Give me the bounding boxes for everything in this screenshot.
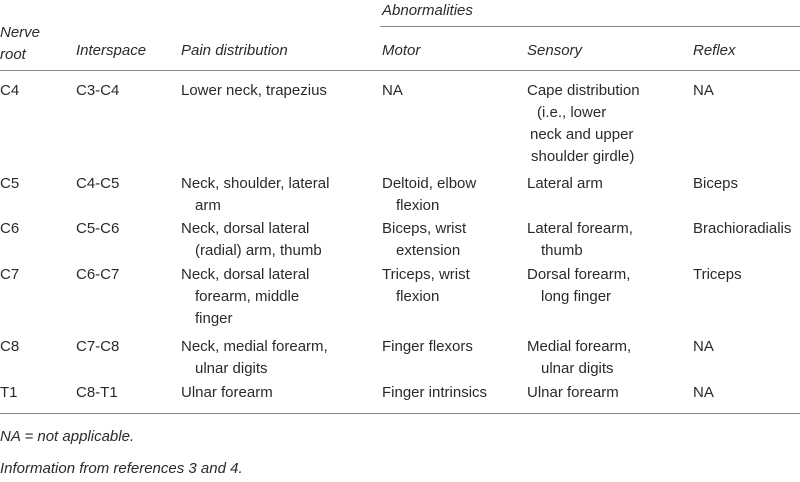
cell-reflex: Brachioradialis	[693, 220, 792, 237]
cell-line: ulnar digits	[541, 360, 614, 377]
cell-reflex: Triceps	[693, 266, 742, 283]
cell-line: Neck, medial forearm,	[181, 338, 328, 355]
cell-pain	[181, 80, 327, 102]
cell-root: T1	[0, 384, 18, 401]
cell-line: thumb	[541, 242, 583, 259]
cell-interspace: C8-T1	[76, 384, 118, 401]
header-rule	[0, 70, 800, 71]
cell-pain	[181, 218, 322, 262]
cell-line: neck and upper	[530, 126, 634, 143]
header-motor: Motor	[382, 42, 421, 59]
cell-root: C6	[0, 220, 20, 237]
cell-interspace: C5-C6	[76, 220, 120, 237]
cell-motor	[382, 264, 470, 308]
cell-motor	[382, 336, 473, 358]
cell-motor	[382, 80, 403, 102]
cell-line: flexion	[396, 197, 440, 214]
cell-line: Lateral forearm,	[527, 220, 633, 237]
cell-sensory	[527, 80, 640, 168]
cell-interspace: C7-C8	[76, 338, 120, 355]
cell-reflex: Biceps	[693, 175, 739, 192]
cell-line: forearm, middle	[195, 288, 300, 305]
cell-motor	[382, 382, 487, 404]
cell-line: extension	[396, 242, 461, 259]
cell-root: C8	[0, 338, 20, 355]
header-pain-distribution: Pain distribution	[181, 42, 288, 59]
cell-line: Ulnar forearm	[527, 384, 619, 401]
cell-line: shoulder girdle)	[531, 148, 635, 165]
cell-line: flexion	[396, 288, 440, 305]
table-bottom-rule	[0, 413, 800, 414]
cell-reflex: NA	[693, 384, 714, 401]
cell-root: C5	[0, 175, 20, 192]
cell-root: C4	[0, 82, 20, 99]
cell-root: C7	[0, 266, 20, 283]
cell-motor	[382, 173, 476, 217]
cell-line: Neck, dorsal lateral	[181, 220, 310, 237]
header-sensory: Sensory	[527, 42, 583, 59]
cell-line: Triceps, wrist	[382, 266, 470, 283]
cell-line: NA	[382, 82, 403, 99]
cell-line: Biceps, wrist	[382, 220, 467, 237]
cell-sensory	[527, 382, 619, 404]
cell-pain	[181, 264, 309, 330]
cell-line: Finger flexors	[382, 338, 473, 355]
cell-sensory	[527, 218, 633, 262]
cell-line: Dorsal forearm,	[527, 266, 631, 283]
cell-line: Deltoid, elbow	[382, 175, 477, 192]
header-interspace: Interspace	[76, 42, 147, 59]
cell-line: long finger	[541, 288, 612, 305]
header-nerve-root	[0, 22, 40, 66]
table-header	[0, 26, 800, 70]
cell-interspace: C6-C7	[76, 266, 120, 283]
header-nerve-root-line1: Nerve	[0, 24, 41, 41]
cell-line: (radial) arm, thumb	[195, 242, 322, 259]
cell-pain	[181, 336, 328, 380]
header-nerve-root-line2: root	[0, 46, 26, 63]
header-reflex: Reflex	[693, 42, 736, 59]
cell-interspace: C4-C5	[76, 175, 120, 192]
cell-line: Finger intrinsics	[382, 384, 488, 401]
cell-motor	[382, 218, 466, 262]
cell-line: Medial forearm,	[527, 338, 632, 355]
cell-line: Lower neck, trapezius	[181, 82, 327, 99]
abnormalities-group-header: Abnormalities	[382, 2, 473, 19]
cell-sensory	[527, 264, 630, 308]
cell-line: Lateral arm	[527, 175, 603, 192]
cell-line: arm	[195, 197, 221, 214]
cell-line: Neck, shoulder, lateral	[181, 175, 330, 192]
cell-reflex: NA	[693, 338, 714, 355]
cell-line: ulnar digits	[195, 360, 268, 377]
cell-line: (i.e., lower	[537, 104, 607, 121]
cell-line: finger	[195, 310, 233, 327]
cell-sensory	[527, 173, 603, 195]
cell-sensory	[527, 336, 631, 380]
footnote-na: NA = not applicable.	[0, 428, 135, 445]
cell-line: Ulnar forearm	[181, 384, 273, 401]
cell-line: Neck, dorsal lateral	[181, 266, 310, 283]
cell-pain	[181, 382, 273, 404]
cell-interspace: C3-C4	[76, 82, 120, 99]
footnote-references: Information from references 3 and 4.	[0, 460, 243, 477]
cell-reflex: NA	[693, 82, 714, 99]
cell-line: Cape distribution	[527, 82, 640, 99]
cell-pain	[181, 173, 329, 217]
